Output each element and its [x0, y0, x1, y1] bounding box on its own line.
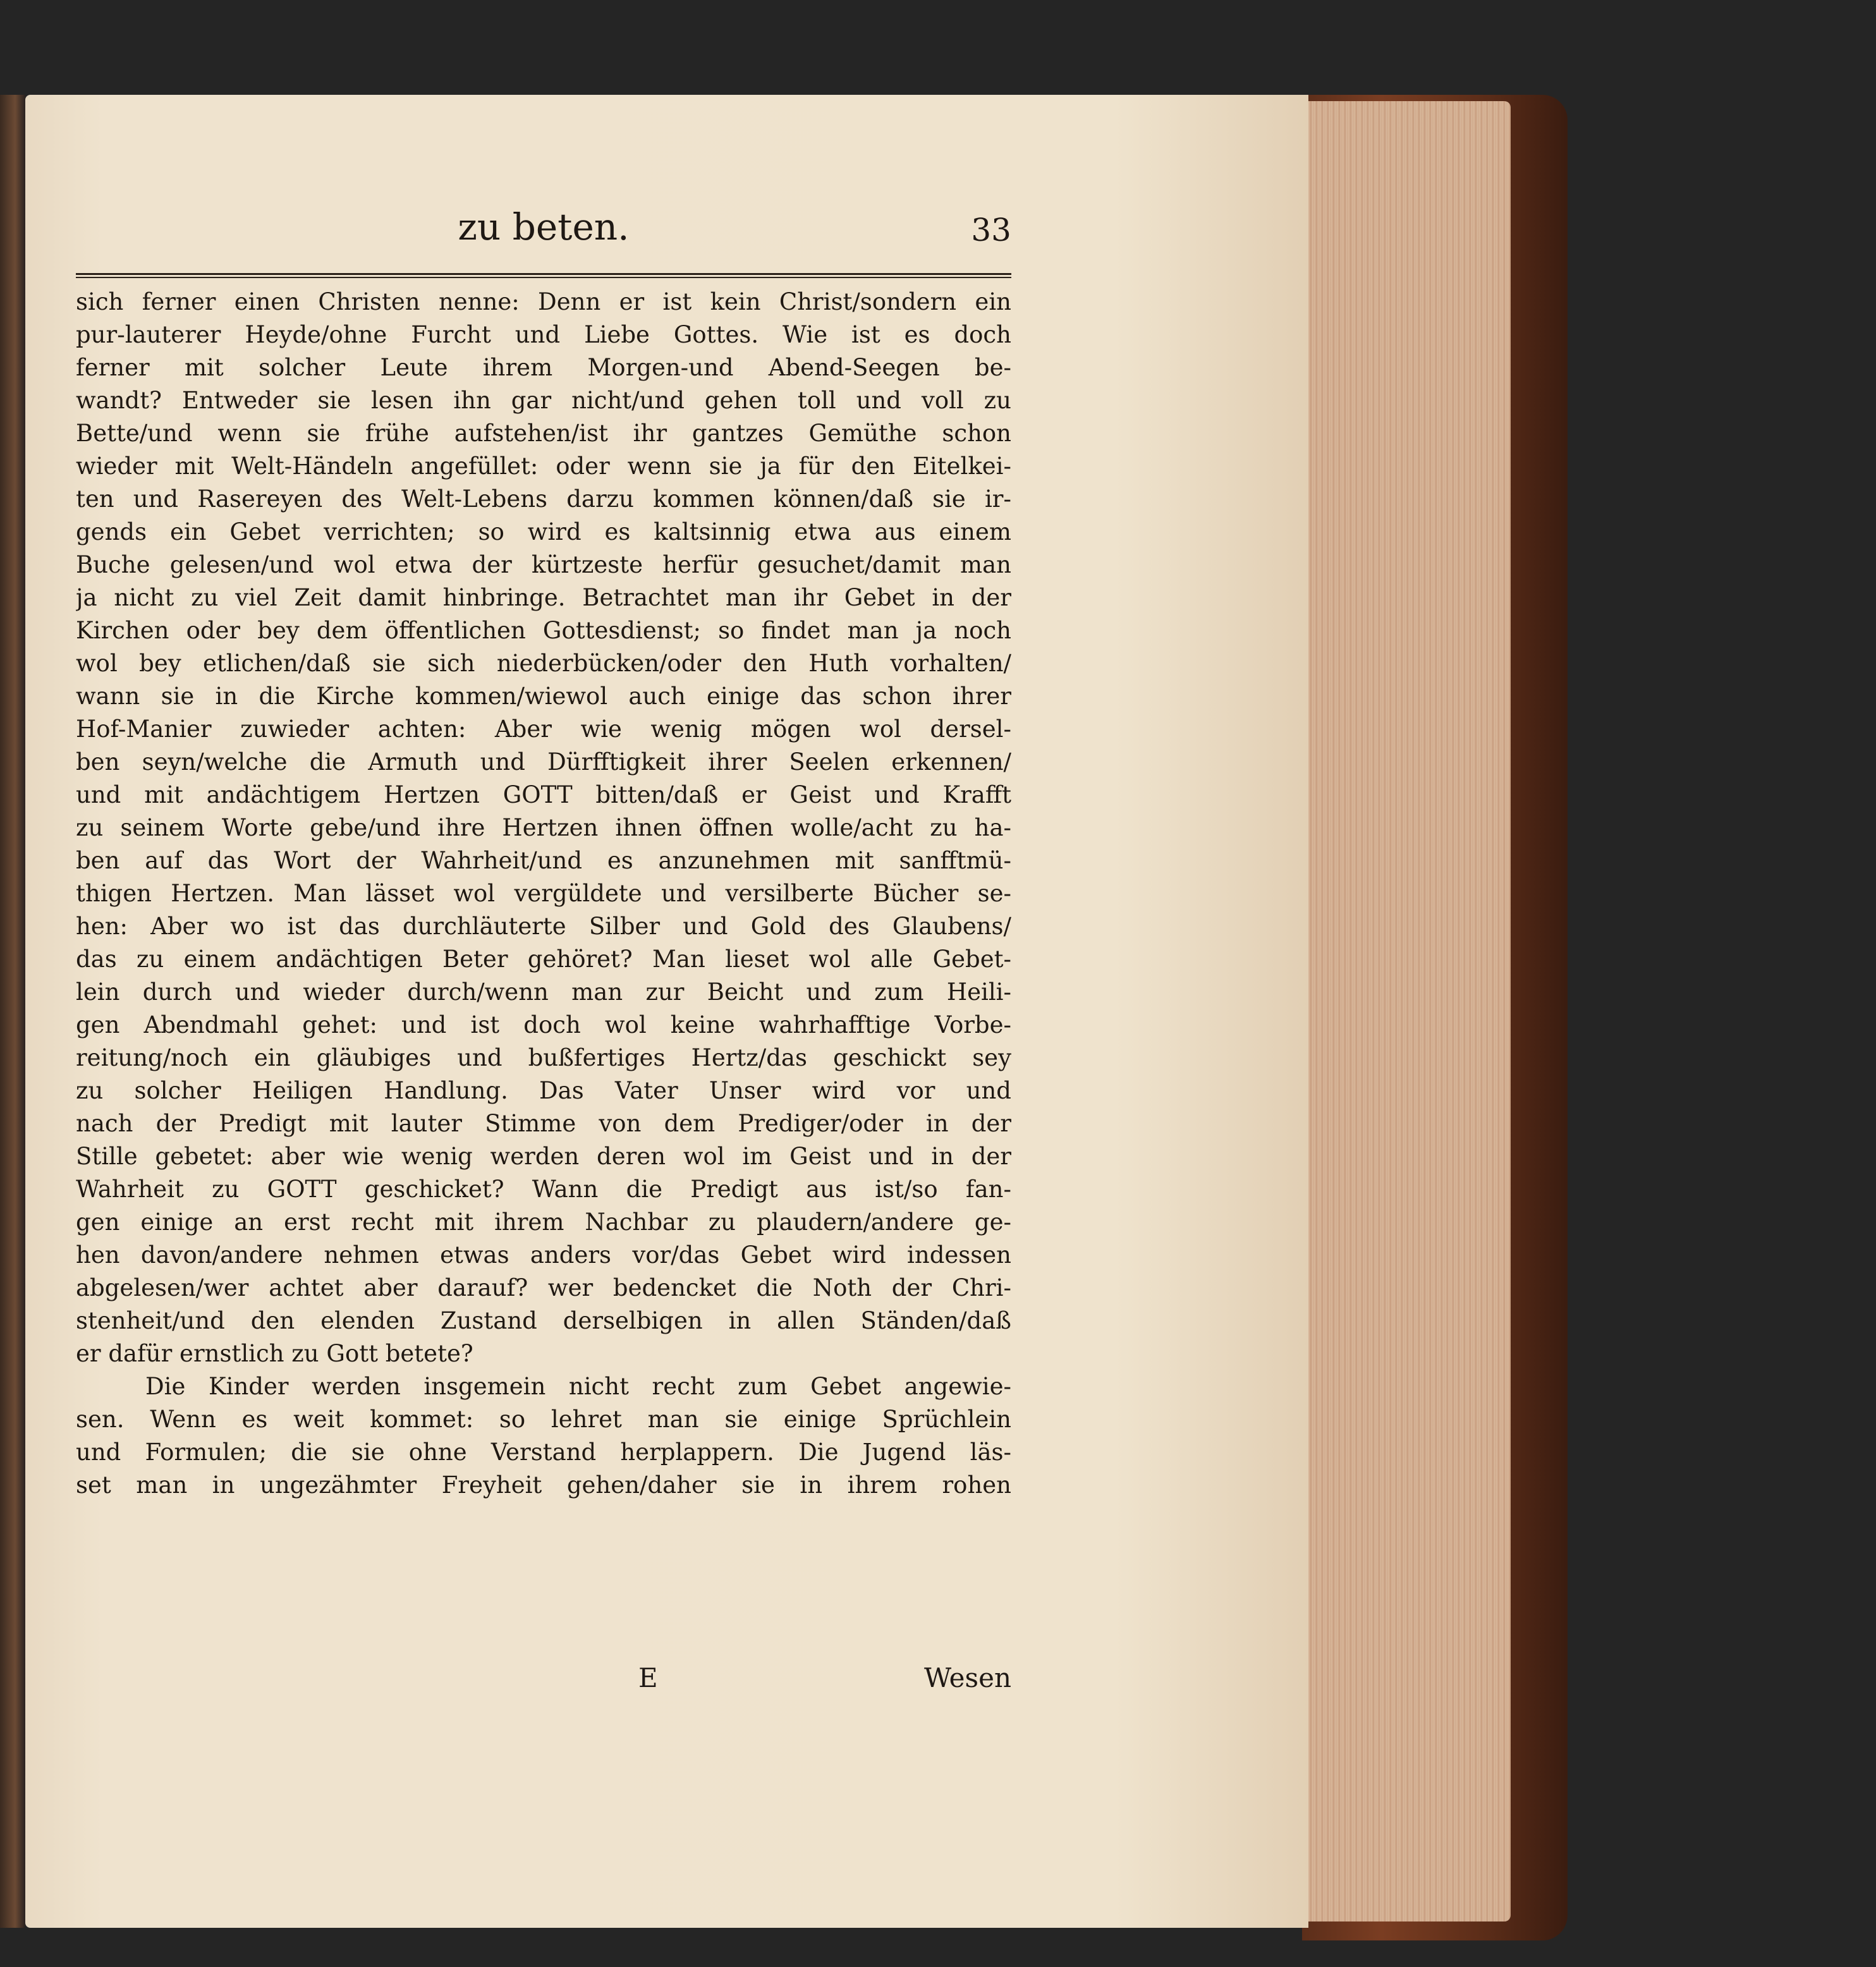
- text-line: wann sie in die Kirche kommen/wiewol auch einige das schon ihrer: [76, 683, 1011, 710]
- text-line: sen. Wenn es weit kommet: so lehret man sie einige Sprüchlein: [76, 1406, 1011, 1433]
- text-line: reitung/noch ein gläubiges und bußfertiges Hertz/das geschickt sey: [76, 1044, 1011, 1071]
- text-line: wieder mit Welt-Händeln angefüllet: oder wenn sie ja für den Eitelkei-: [76, 453, 1011, 480]
- text-line: ten und Rasereyen des Welt-Lebens darzu kommen können/daß sie ir-: [76, 485, 1011, 513]
- text-line: Bette/und wenn sie frühe aufstehen/ist ihr gantzes Gemüthe schon: [76, 420, 1011, 447]
- signature-mark: E: [638, 1662, 658, 1693]
- text-line: ben auf das Wort der Wahrheit/und es anzunehmen mit sanfftmü-: [76, 847, 1011, 874]
- text-line: ben seyn/welche die Armuth und Dürfftigkeit ihrer Seelen erkennen/: [76, 748, 1011, 776]
- page-footer: [76, 1662, 1011, 1700]
- text-line: abgelesen/wer achtet aber darauf? wer bedencket die Noth der Chri-: [76, 1274, 1011, 1301]
- text-line: hen davon/andere nehmen etwas anders vor/das Gebet wird indessen: [76, 1241, 1011, 1269]
- text-line: Wahrheit zu GOTT geschicket? Wann die Predigt aus ist/so fan-: [76, 1176, 1011, 1203]
- running-head: zu beten.: [458, 205, 630, 248]
- text-line: nach der Predigt mit lauter Stimme von dem Prediger/oder in der: [76, 1110, 1011, 1137]
- text-line: und mit andächtigem Hertzen GOTT bitten/daß er Geist und Krafft: [76, 781, 1011, 808]
- catchword: Wesen: [923, 1662, 1011, 1693]
- text-line: gen Abendmahl gehet: und ist doch wol keine wahrhafftige Vorbe-: [76, 1011, 1011, 1038]
- text-line: ferner mit solcher Leute ihrem Morgen-und Abend-Seegen be-: [76, 354, 1011, 381]
- text-line: ja nicht zu viel Zeit damit hinbringe. Betrachtet man ihr Gebet in der: [76, 584, 1011, 611]
- text-line: hen: Aber wo ist das durchläuterte Silber und Gold des Glaubens/: [76, 913, 1011, 940]
- text-line: stenheit/und den elenden Zustand derselbigen in allen Ständen/daß: [76, 1307, 1011, 1334]
- text-line: gends ein Gebet verrichten; so wird es kaltsinnig etwa aus einem: [76, 518, 1011, 545]
- body-text: [76, 286, 1011, 1502]
- text-line: lein durch und wieder durch/wenn man zur Beicht und zum Heili-: [76, 978, 1011, 1006]
- page-number: 33: [971, 212, 1011, 248]
- text-line: Hof-Manier zuwieder achten: Aber wie wenig mögen wol dersel-: [76, 716, 1011, 743]
- text-line: zu solcher Heiligen Handlung. Das Vater Unser wird vor und: [76, 1077, 1011, 1104]
- text-line: set man in ungezähmter Freyheit gehen/daher sie in ihrem rohen: [76, 1471, 1011, 1499]
- text-line: das zu einem andächtigen Beter gehöret? Man lieset wol alle Gebet-: [76, 946, 1011, 973]
- text-line: Buche gelesen/und wol etwa der kürtzeste herfür gesuchet/damit man: [76, 551, 1011, 578]
- text-line: gen einige an erst recht mit ihrem Nachbar zu plaudern/andere ge-: [76, 1209, 1011, 1236]
- page-header: [76, 205, 1011, 262]
- book-left-edge: [0, 95, 25, 1928]
- header-rule: [76, 273, 1011, 278]
- text-line: er dafür ernstlich zu Gott betete?: [76, 1340, 473, 1367]
- text-line: zu seinem Worte gebe/und ihre Hertzen ihnen öffnen wolle/acht zu ha-: [76, 814, 1011, 841]
- text-line: thigen Hertzen. Man lässet wol vergüldete und versilberte Bücher se-: [76, 880, 1011, 907]
- text-line: Die Kinder werden insgemein nicht recht zum Gebet angewie-: [145, 1373, 1011, 1400]
- text-line: wol bey etlichen/daß sie sich niederbücken/oder den Huth vorhalten/: [76, 650, 1011, 677]
- page-edges: [1296, 101, 1511, 1921]
- text-line: wandt? Entweder sie lesen ihn gar nicht/und gehen toll und voll zu: [76, 387, 1011, 414]
- text-line: und Formulen; die sie ohne Verstand herplappern. Die Jugend läs-: [76, 1439, 1011, 1466]
- text-line: pur-lauterer Heyde/ohne Furcht und Liebe Gottes. Wie ist es doch: [76, 321, 1011, 348]
- text-line: Stille gebetet: aber wie wenig werden deren wol im Geist und in der: [76, 1143, 1011, 1170]
- text-line: sich ferner einen Christen nenne: Denn er ist kein Christ/sondern ein: [76, 288, 1011, 315]
- text-line: Kirchen oder bey dem öffentlichen Gottesdienst; so findet man ja noch: [76, 617, 1011, 644]
